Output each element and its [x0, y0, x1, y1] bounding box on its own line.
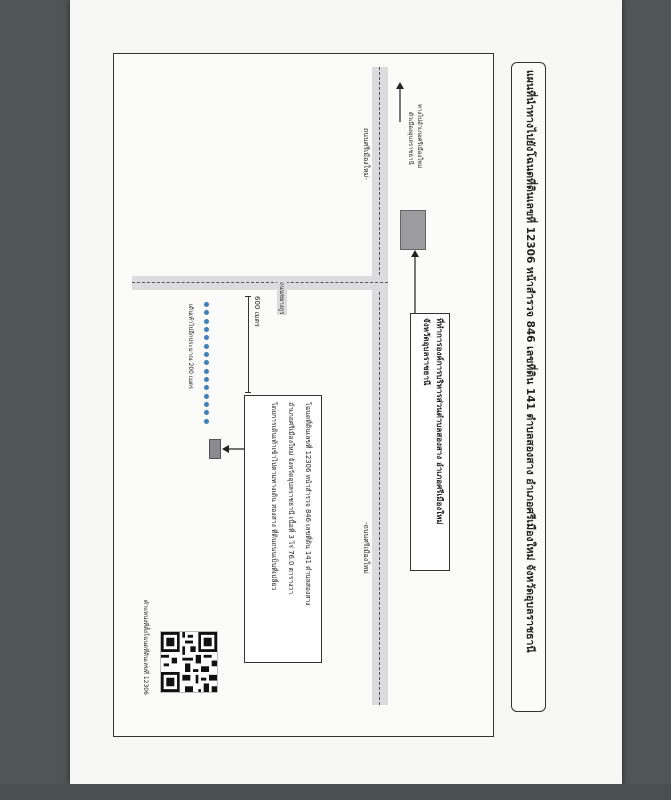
- path-dot: [204, 394, 209, 399]
- path-dot: [204, 385, 209, 390]
- path-dot: [204, 419, 209, 424]
- office-callout-line2: จังหวัดอุบลราชธานี: [422, 318, 431, 386]
- path-dot: [204, 402, 209, 407]
- qr-code: [160, 631, 218, 693]
- plot-marker: [209, 439, 221, 459]
- office-callout-line1: ที่ทำการองค์การบริหารส่วนตำบลสองสาง อำเภอศรีเมืองใหม่: [435, 318, 444, 525]
- walking-path-label: เดินเท้าไปอีกประมาณ 200 เมตร: [187, 304, 194, 390]
- qr-caption: ตำแหน่งที่ตั้งโฉนดที่ดินเลขที่ 12306: [142, 600, 149, 695]
- viewer-bottom-bar: [0, 784, 671, 800]
- office-building: [400, 210, 426, 250]
- direction-arrow-icon: [394, 82, 406, 122]
- path-dot: [204, 377, 209, 382]
- path-dot: [204, 344, 209, 349]
- path-dot: [204, 319, 209, 324]
- distance-marker-tick-end: [245, 392, 251, 393]
- walking-path: [204, 302, 212, 424]
- main-road-bottom-label: -ถนนศรีเมืองใหม่: [362, 522, 370, 574]
- main-road-top-label: ถนนศรีเมืองใหม่-: [362, 128, 370, 180]
- land-description-line2: อำเภอศรีเมืองใหม่ จังหวัดอุบลราชธานี เนื้อที่ 3 ไร่ 76.0 ตารางวา: [287, 402, 295, 595]
- land-description-line3: โดยการเดินเท้าเข้าไปตามทางเดิน สองสาง ที่ดินถนนเป็นที่เปลี่ยว: [270, 402, 278, 591]
- office-pointer-arrow-icon: [409, 250, 421, 316]
- path-dot: [204, 352, 209, 357]
- path-dot: [204, 369, 209, 374]
- path-dot: [204, 360, 209, 365]
- direction-label-1: ทางไปอำเภอศรีเมืองใหม่: [416, 104, 423, 169]
- cross-road: [132, 276, 388, 290]
- cross-road-label: ถนนชยางกูร: [278, 282, 285, 315]
- distance-marker-line: [248, 296, 249, 392]
- document-title: แผนที่นำทางไปยังโฉนดที่ดินเลขที่ 12306 หน้าสำรวจ 846 เลขที่ดิน 141 ตำบลสองสาง อำเภอศรีเมืองใหม่ จังหวัดอุบลราชธานี: [524, 70, 536, 653]
- path-dot: [204, 335, 209, 340]
- direction-label-2: ตัวเมืองอุบลราชธานี: [407, 112, 414, 165]
- main-road-centerline: [379, 67, 380, 705]
- land-description-line1: โฉนดที่ดินเลขที่ 12306 หน้าสำรวจ 846 เลขที่ดิน 141 ตำบลสองสาง: [304, 402, 312, 606]
- path-dot: [204, 302, 209, 307]
- cross-road-centerline: [132, 282, 388, 283]
- distance-label: 600 เมตร: [253, 296, 261, 327]
- path-dot: [204, 310, 209, 315]
- path-dot: [204, 410, 209, 415]
- main-road: [372, 67, 388, 705]
- path-dot: [204, 327, 209, 332]
